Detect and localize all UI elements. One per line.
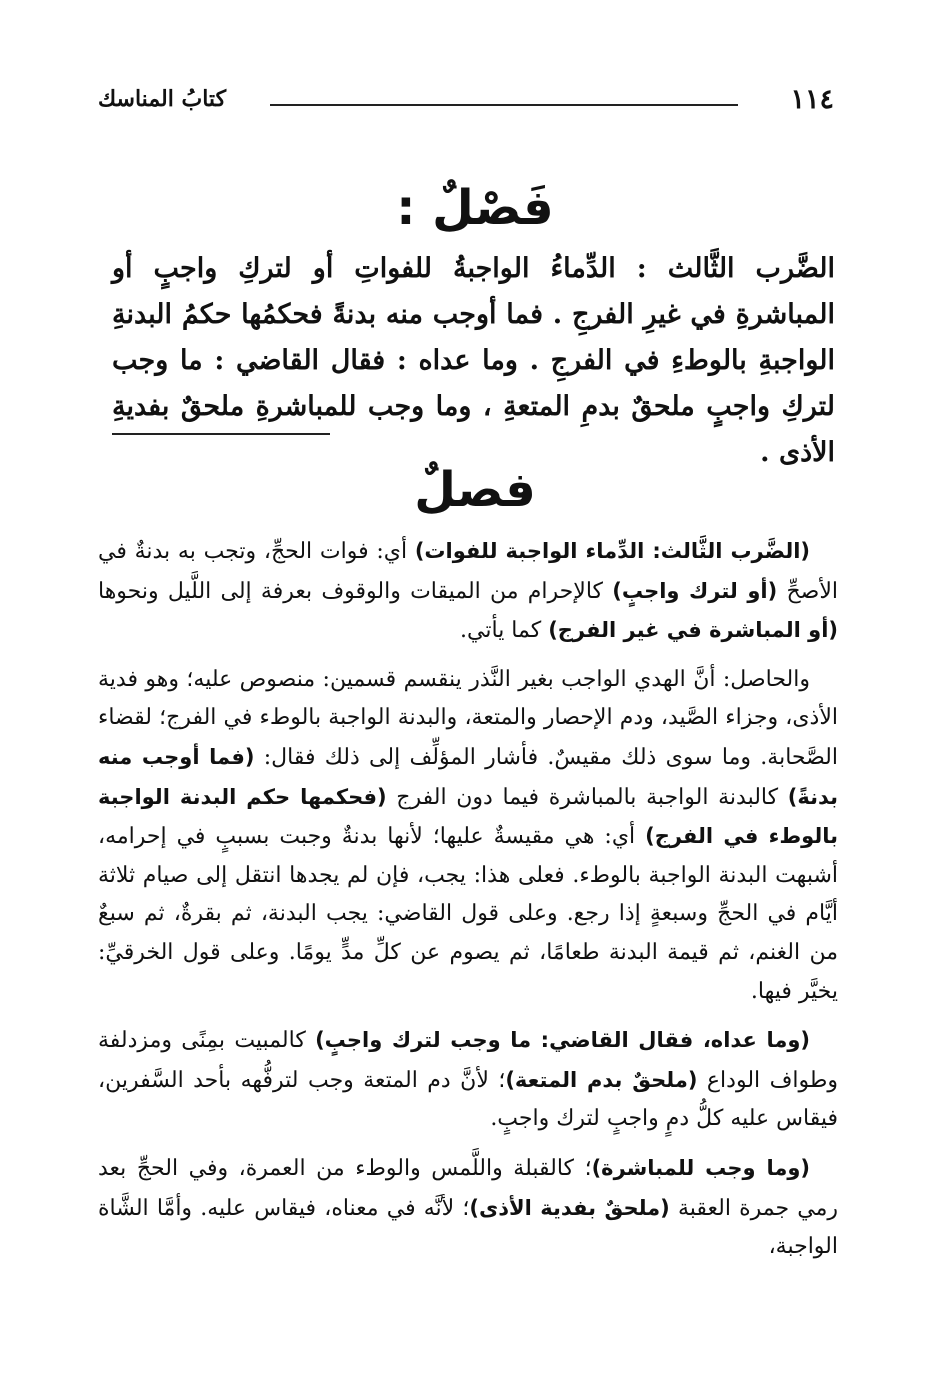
quoted-matn: (فما أوجب منه بدنةً) — [98, 744, 838, 809]
commentary-text: ؛ كالقبلة واللَّمس والوطء من العمرة، وفي الحجِّ بعد رمي جمرة العقبة — [98, 1155, 838, 1221]
page-number: ١١٤ — [790, 84, 834, 115]
commentary-paragraph — [98, 1149, 838, 1267]
matn-line: وما وجب للمباشرةِ ملحقٌ بفديةِ الأذى . — [112, 391, 835, 468]
matn-line: الضَّرب الثَّالث : الدِّماءُ الواجبةُ للفواتِ أو لتركِ واجبٍ أو المباشرةِ في — [112, 253, 835, 330]
quoted-matn: (وما عداه، فقال القاضي: ما وجب لترك واجبٍ) — [315, 1028, 810, 1053]
commentary-text: ؛ لأنَّه في معناه، فيقاس عليه. وأمَّا الشَّاة الواجبة، — [98, 1195, 838, 1260]
quoted-matn: (ملحقٌ بفدية الأذى) — [469, 1195, 670, 1220]
matn-section-heading: فَصْلٌ : — [396, 180, 554, 236]
quoted-matn: (الضَّرب الثَّالث: الدِّماء الواجبة للفوات) — [414, 539, 810, 563]
sharh-section-heading: فصلٌ — [414, 462, 536, 518]
quoted-matn: (أو لترك واجبٍ) — [612, 578, 778, 603]
commentary-text: أي: فوات الحجِّ، وتجب به بدنةٌ في الأصحِّ — [98, 539, 838, 604]
commentary-text: كالبدنة الواجبة بالمباشرة فيما دون الفرج — [386, 784, 788, 810]
commentary-text-block — [98, 532, 838, 1277]
commentary-text: كالمبيت بمِنًى ومزدلفة وطواف الوداع — [98, 1028, 839, 1093]
running-title: كتابُ المناسك — [98, 86, 227, 112]
page-header — [98, 84, 834, 124]
matn-text-block — [112, 246, 835, 476]
commentary-paragraph — [98, 1021, 838, 1139]
commentary-text: والحاصل: أنَّ الهدي الواجب بغير النَّذر ينقسم قسمين: منصوص عليه؛ وهو فدية الأذى، وجزاء الصَّيد، ودم الإحصار والمتعة، والبدنة الواجبة بالوطء في الفرج؛ لقضاء الصَّحابة. وما سوى ذلك مقيسٌ. فأشار المؤلِّف إلى ذلك فقال: — [98, 666, 838, 770]
matn-divider — [112, 433, 330, 435]
header-divider — [270, 104, 738, 106]
commentary-text: ؛ لأنَّ دم المتعة وجب لترفُّهه بأحد السَّفرين، فيقاس عليه كلُّ دمٍ واجبٍ لترك واجبٍ. — [98, 1067, 838, 1132]
quoted-matn: (أو المباشرة في غير الفرج) — [548, 618, 838, 643]
matn-line: الفرجِ . وما عداه : فقال القاضي : ما وجب لتركِ واجبٍ ملحقٌ بدمِ المتعةِ ، — [112, 345, 835, 422]
commentary-text: كما يأتي. — [460, 618, 549, 644]
commentary-text: كالإحرام من الميقات والوقوف بعرفة إلى اللَّيل ونحوها — [98, 578, 613, 604]
commentary-paragraph — [98, 532, 838, 651]
quoted-matn: (وما وجب للمباشرة) — [591, 1155, 810, 1180]
commentary-paragraph — [98, 661, 838, 1011]
matn-line: غيرِ الفرجِ . فما أوجب منه بدنةً فحكمُها حكمُ البدنةِ الواجبةِ بالوطءِ في — [112, 299, 835, 376]
quoted-matn: (ملحقٌ بدم المتعة) — [505, 1067, 698, 1092]
quoted-matn: (فحكمها حكم البدنة الواجبة بالوطء في الفرج) — [98, 784, 839, 849]
commentary-text: أي: هي مقيسةٌ عليها؛ لأنها بدنةٌ وجبت بسببٍ في إحرامه، أشبهت البدنة الواجبة بالوطء. فعلى هذا: يجب، فإن لم يجدها انتقل إلى صيام ثلاثة أيَّام في الحجِّ وسبعةٍ إذا رجع. وعلى قول القاضي: يجب البدنة، ثم بقرةٌ، ثم سبعٌ من الغنم، ثم قيمة البدنة طعامًا، ثم يصوم عن كلِّ مدٍّ يومًا. وعلى قول الخرقيِّ: يخيَّر فيها. — [98, 824, 838, 1004]
